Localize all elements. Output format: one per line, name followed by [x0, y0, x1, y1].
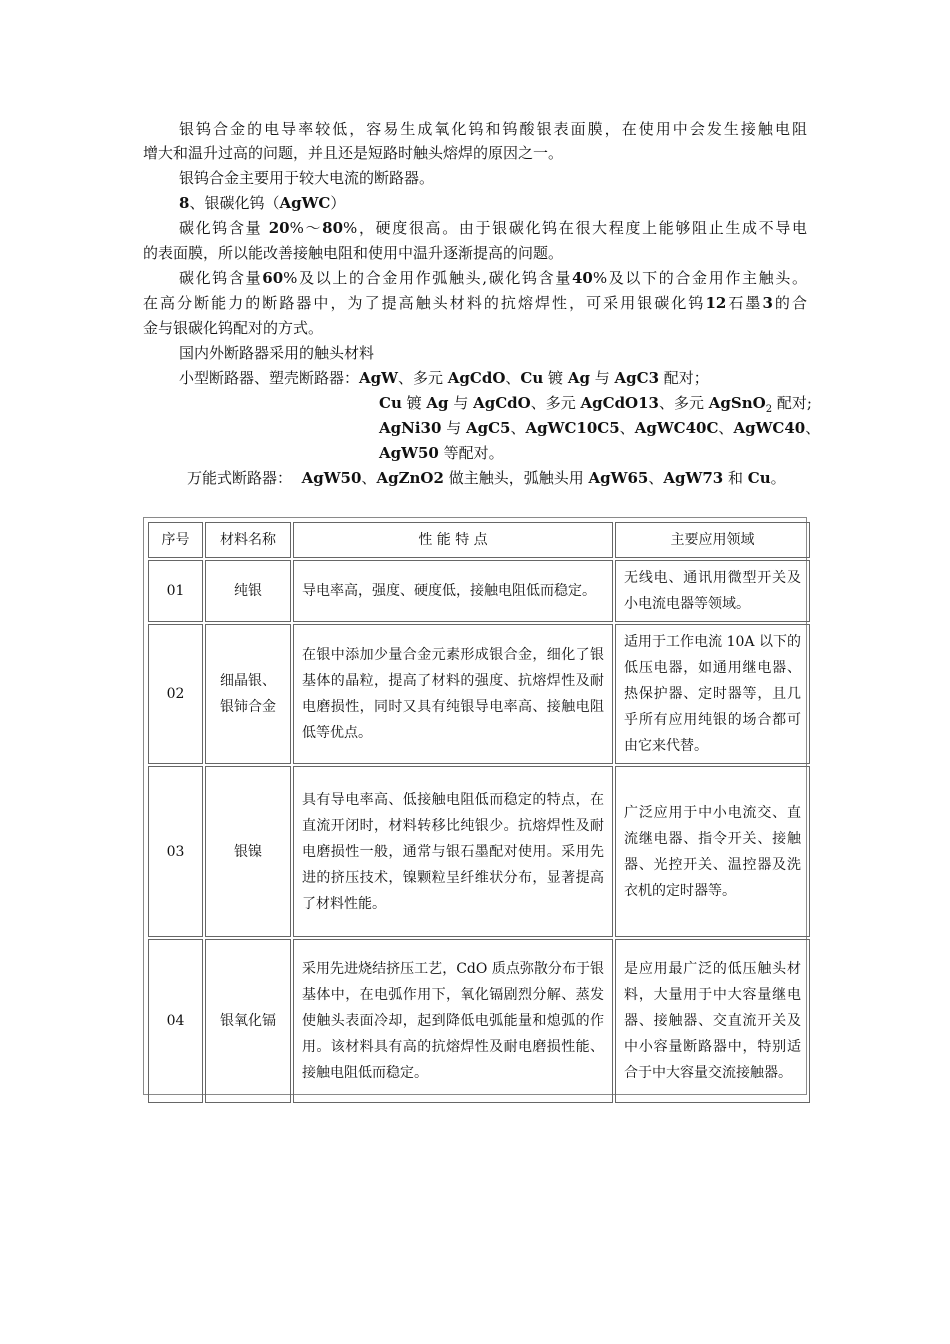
text: 与: [441, 419, 466, 437]
text: 、: [805, 419, 821, 437]
material: Cu: [747, 469, 771, 487]
text: 配对；: [659, 369, 709, 387]
number: 12: [705, 294, 727, 312]
heading-text: 、银碳化钨（: [189, 194, 280, 212]
material: AgW65: [588, 469, 649, 487]
header-serial: 序号: [148, 522, 203, 558]
text: 与: [589, 369, 615, 387]
breaker-list-line: [379, 417, 821, 439]
materials-table-grid: [146, 520, 812, 1105]
paragraph-line: [143, 142, 563, 164]
text: 、: [505, 369, 521, 387]
text: 、: [648, 469, 664, 487]
material: AgW73: [663, 469, 724, 487]
text: 、: [718, 419, 734, 437]
text: 等配对。: [438, 444, 504, 462]
heading-close: ）: [330, 194, 346, 212]
cell-features: 导电率高，强度、硬度低，接触电阻低而稳定。: [293, 560, 613, 622]
material: AgWC40C: [634, 419, 719, 437]
cell-material-name: 纯银: [205, 560, 291, 622]
material: Ag: [426, 394, 449, 412]
material: AgC3: [614, 369, 660, 387]
section-heading: [179, 192, 345, 214]
text: 的表面膜，所以能改善接触电阻和使用中温升逐渐提高的问题。: [143, 244, 564, 262]
cell-material-name: 银氧化镉: [205, 939, 291, 1103]
text: 、多元: [398, 369, 448, 387]
material: AgW50: [301, 469, 362, 487]
material: AgCdO: [473, 394, 531, 412]
cell-features: 在银中添加少量合金元素形成银合金，细化了银基体的晶粒，提高了材料的强度、抗熔焊性及耐电磨损性，同时又具有纯银导电率高、接触电阻低等优点。: [293, 624, 613, 764]
breaker-list-line: [187, 467, 786, 489]
breaker-list-line: [179, 367, 709, 389]
text: %，硬度很高。由于银碳化钨在很大程度上能够阻止生成不导电: [343, 219, 807, 237]
cell-serial: 01: [148, 560, 203, 622]
paragraph-line: [143, 242, 563, 264]
text: 金与银碳化钨配对的方式。: [143, 319, 324, 337]
cell-features: 具有导电率高、低接触电阻低而稳定的特点，在直流开闭时，材料转移比纯银少。抗熔焊性及耐电磨损性一般，通常与银石墨配对使用。采用先进的挤压技术，镍颗粒呈纤维状分布，显著提高了材料性能。: [293, 766, 613, 937]
material: Cu: [379, 394, 402, 412]
header-material-name: 材料名称: [205, 522, 291, 558]
text: 和: [723, 469, 748, 487]
breaker-list-line: [379, 392, 812, 415]
breaker-list-line: [379, 442, 504, 464]
cell-applications: 是应用最广泛的低压触头材料，大量用于中大容量继电器、接触器、交直流开关及中小容量断路器中，特别适合于中大容量交流接触器。: [615, 939, 810, 1103]
cell-serial: 03: [148, 766, 203, 937]
paragraph-line: [143, 292, 807, 314]
text: 、: [619, 419, 635, 437]
text: %及以下的合金用作主触头。: [592, 269, 807, 287]
cell-serial: 02: [148, 624, 203, 764]
breaker-label: 万能式断路器：: [187, 469, 293, 487]
text: 增大和温升过高的问题，并且还是短路时触头熔焊的原因之一。: [143, 144, 564, 162]
text: 镀: [543, 369, 568, 387]
text: 。: [770, 469, 786, 487]
material: AgWC40: [733, 419, 806, 437]
text: 银钨合金主要用于较大电流的断路器。: [179, 169, 435, 187]
paragraph-line: [179, 342, 374, 364]
text: 镀: [401, 394, 427, 412]
text: 配对;: [772, 394, 812, 412]
text: 、: [510, 419, 526, 437]
material: AgW50: [379, 444, 439, 462]
material: AgC5: [465, 419, 511, 437]
text: 做主触头，弧触头用: [443, 469, 589, 487]
paragraph-line: [179, 118, 807, 140]
header-applications: 主要应用领域: [615, 522, 810, 558]
heading-code: AgWC: [279, 194, 331, 212]
cell-material-name: 细晶银、银铈合金: [205, 624, 291, 764]
table-header-row: [148, 522, 810, 558]
number: 20: [268, 219, 290, 237]
cell-applications: 广泛应用于中小电流交、直流继电器、指令开关、接触器、光控开关、温控器及洗衣机的定时器等。: [615, 766, 810, 937]
table-row: [148, 560, 810, 622]
material: AgW: [359, 369, 398, 387]
breaker-label: 小型断路器、塑壳断路器：: [179, 369, 360, 387]
number: 40: [571, 269, 593, 287]
paragraph-line: [179, 267, 807, 289]
number: 3: [762, 294, 773, 312]
cell-material-name: 银镍: [205, 766, 291, 937]
material: AgCdO13: [580, 394, 659, 412]
paragraph-line: [179, 167, 434, 189]
paragraph-line: [143, 317, 323, 339]
cell-serial: 04: [148, 939, 203, 1103]
table-row: [148, 939, 810, 1103]
text: 碳化钨含量: [179, 219, 269, 237]
text: 银钨合金的电导率较低，容易生成氧化钨和钨酸银表面膜，在使用中会发生接触电阻: [179, 120, 807, 138]
material: AgCdO: [447, 369, 506, 387]
table-row: [148, 766, 810, 937]
text: 的合: [772, 294, 807, 312]
cell-applications: 适用于工作电流 10A 以下的低压电器，如通用继电器、热保护器、定时器等，且几乎所有应用纯银的场合都可由它来代替。: [615, 624, 810, 764]
text: 、多元: [659, 394, 709, 412]
text: %～: [289, 219, 323, 237]
material: AgWC10C5: [525, 419, 620, 437]
text: 、: [361, 469, 377, 487]
text: 碳化钨含量: [179, 269, 263, 287]
material: Cu: [520, 369, 544, 387]
material: AgNi30: [379, 419, 442, 437]
text: 、多元: [530, 394, 581, 412]
text: 石墨: [726, 294, 763, 312]
table-row: [148, 624, 810, 764]
materials-table: [143, 517, 807, 1095]
text: 与: [448, 394, 474, 412]
text: 国内外断路器采用的触头材料: [179, 344, 375, 362]
cell-applications: 无线电、通讯用微型开关及小电流电器等领域。: [615, 560, 810, 622]
text: %及以上的合金用作弧触头,碳化钨含量: [283, 269, 572, 287]
subscript: 2: [765, 404, 773, 415]
header-features: 性 能 特 点: [293, 522, 613, 558]
material: Ag: [567, 369, 590, 387]
heading-number: 8: [179, 194, 190, 212]
number: 60: [262, 269, 284, 287]
material: AgZnO2: [376, 469, 444, 487]
paragraph-line: [179, 217, 807, 239]
cell-features: 采用先进烧结挤压工艺，CdO 质点弥散分布于银基体中，在电弧作用下，氧化镉剧烈分解、蒸发使触头表面冷却，起到降低电弧能量和熄弧的作用。该材料具有高的抗熔焊性及耐电磨损性能、接触电阻低而稳定。: [293, 939, 613, 1103]
text: 在高分断能力的断路器中，为了提高触头材料的抗熔焊性，可采用银碳化钨: [143, 294, 706, 312]
material: AgSnO: [708, 394, 766, 412]
number: 80: [322, 219, 344, 237]
